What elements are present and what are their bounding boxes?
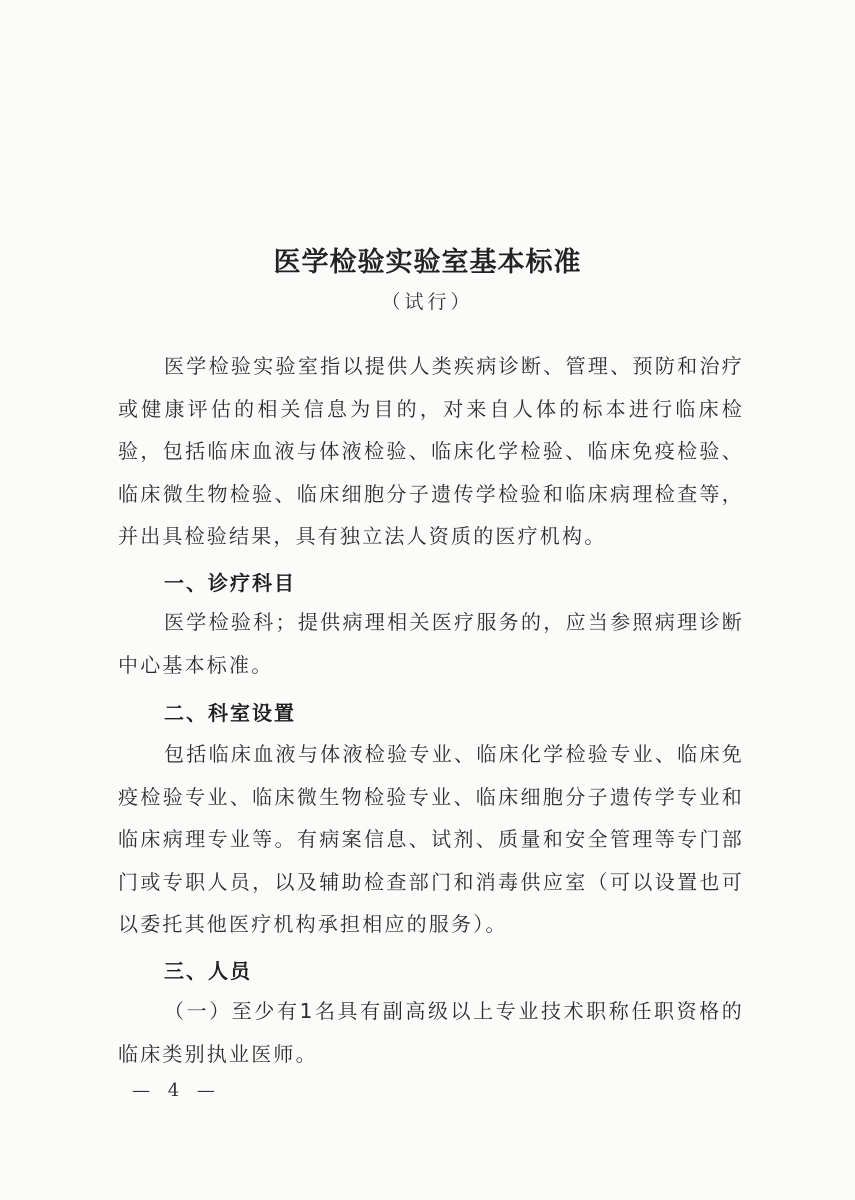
section-heading-3: 三、人员 xyxy=(164,959,252,983)
document-subtitle: （试行） xyxy=(381,291,474,313)
page-number: — 4 — xyxy=(132,1080,221,1101)
intro-paragraph: 医学检验实验室指以提供人类疾病诊断、管理、预防和治疗或健康评估的相关信息为目的，对来自人体的标本进行临床检验，包括临床血液与体液检验、临床化学检验、临床免疫检验、临床微生物检验、临床细胞分子遗传学检验和临床病理检查等，并出具检验结果，具有独立法人资质的医疗机构。 xyxy=(118,354,744,548)
section-3-paragraph: （一）至少有1名具有副高级以上专业技术职称任职资格的临床类别执业医师。 xyxy=(118,999,744,1066)
section-2-block xyxy=(118,733,744,946)
section-1-paragraph: 医学检验科；提供病理相关医疗服务的，应当参照病理诊断中心基本标准。 xyxy=(118,610,744,677)
section-heading-2: 二、科室设置 xyxy=(164,701,296,725)
section-1-block xyxy=(118,601,744,686)
document-title: 医学检验实验室基本标准 xyxy=(273,247,582,278)
section-2-paragraph: 包括临床血液与体液检验专业、临床化学检验专业、临床免疫检验专业、临床微生物检验专业、临床细胞分子遗传学专业和临床病理专业等。有病案信息、试剂、质量和安全管理等专门部门或专职人员，以及辅助检查部门和消毒供应室（可以设置也可以委托其他医疗机构承担相应的服务）。 xyxy=(118,742,744,936)
section-heading-1: 一、诊疗科目 xyxy=(164,571,296,595)
intro-paragraph-block xyxy=(118,345,744,558)
section-3-block xyxy=(118,990,744,1075)
